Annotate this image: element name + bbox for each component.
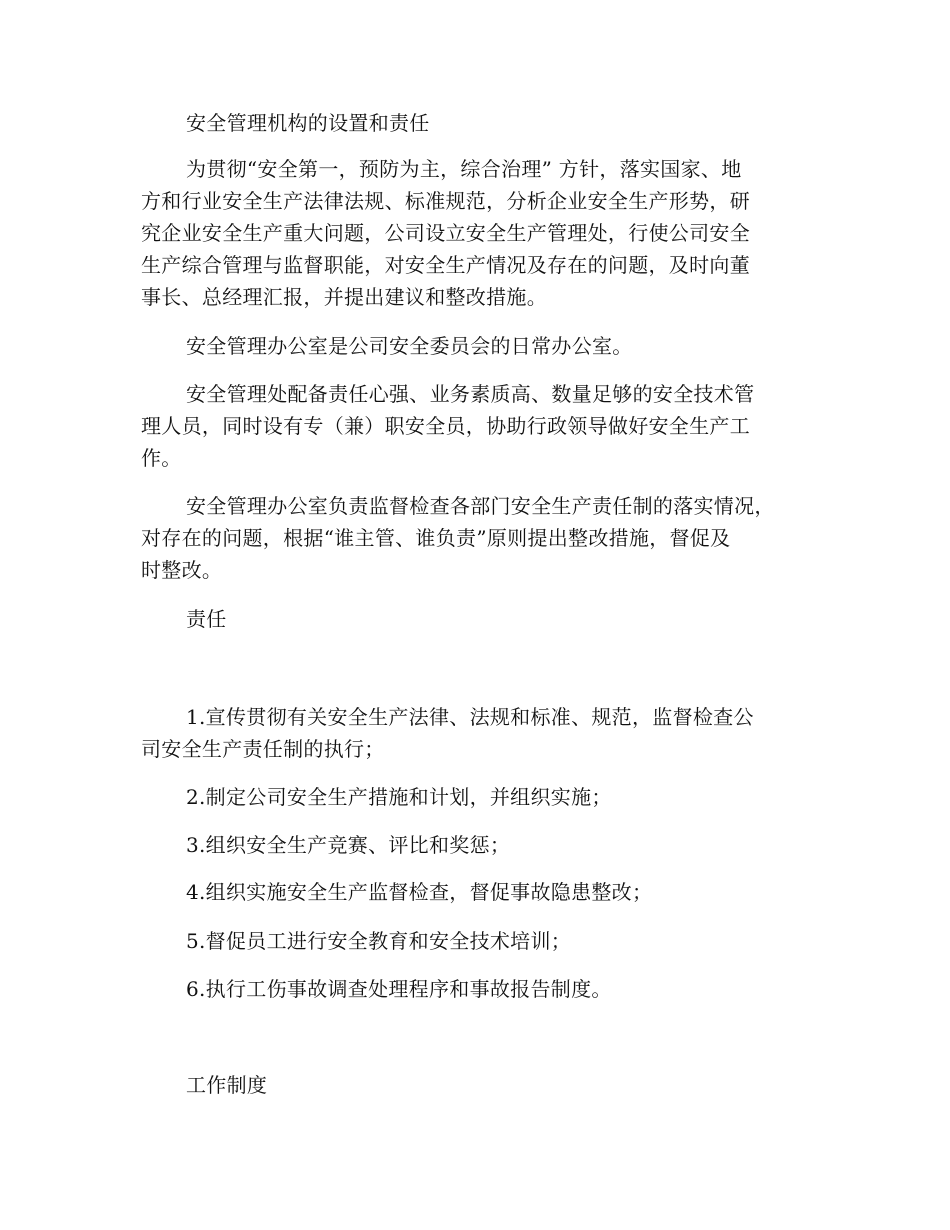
- paragraph-line: 安全管理办公室是公司安全委员会的日常办公室。: [186, 334, 633, 358]
- section-heading-responsibility: [141, 603, 821, 635]
- section-heading-work-system: [141, 1069, 821, 1101]
- list-item-line: 1.宣传贯彻有关安全生产法律、法规和标准、规范，监督检查公: [186, 705, 754, 729]
- paragraph-line: 事长、总经理汇报，并提出建议和整改措施。: [141, 285, 547, 309]
- paragraph-line: 安全管理处配备责任心强、业务素质高、数量足够的安全技术管: [186, 382, 755, 406]
- paragraph-line: 对存在的问题，根据“谁主管、谁负责”原则提出整改措施，督促及: [141, 526, 731, 550]
- paragraph-3: [141, 378, 821, 474]
- list-item-line: 6.执行工伤事故调查处理程序和事故报告制度。: [186, 977, 612, 1001]
- paragraph-line: 作。: [141, 446, 182, 470]
- document-title: [141, 107, 821, 139]
- paragraph-line: 生产综合管理与监督职能，对安全生产情况及存在的问题，及时向董: [141, 253, 750, 277]
- title-line: 安全管理机构的设置和责任: [186, 111, 430, 135]
- responsibility-item-6: [141, 973, 821, 1005]
- responsibility-item-4: [141, 876, 821, 908]
- section-heading-line: 工作制度: [186, 1073, 268, 1097]
- section-heading-line: 责任: [186, 607, 227, 631]
- paragraph-line: 究企业安全生产重大问题，公司设立安全生产管理处，行使公司安全: [141, 221, 750, 245]
- responsibility-item-5: [141, 925, 821, 957]
- list-item-line: 4.组织实施安全生产监督检查，督促事故隐患整改；: [186, 880, 653, 904]
- paragraph-line: 方和行业安全生产法律法规、标准规范，分析企业安全生产形势，研: [141, 189, 750, 213]
- responsibility-item-1: [141, 701, 821, 765]
- paragraph-2: [141, 330, 821, 362]
- paragraph-line: 时整改。: [141, 558, 223, 582]
- list-item-line: 司安全生产责任制的执行；: [141, 737, 385, 761]
- paragraph-4: [141, 490, 821, 586]
- paragraph-1: [141, 153, 821, 313]
- list-item-line: 5.督促员工进行安全教育和安全技术培训；: [186, 929, 572, 953]
- paragraph-line: 安全管理办公室负责监督检查各部门安全生产责任制的落实情况，: [186, 494, 775, 518]
- responsibility-item-3: [141, 829, 821, 861]
- list-item-line: 3.组织安全生产竞赛、评比和奖惩；: [186, 833, 511, 857]
- responsibility-item-2: [141, 781, 821, 813]
- list-item-line: 2.制定公司安全生产措施和计划，并组织实施；: [186, 785, 612, 809]
- paragraph-line: 为贯彻“安全第一，预防为主，综合治理” 方针，落实国家、地: [186, 157, 742, 181]
- paragraph-line: 理人员，同时设有专（兼）职安全员，协助行政领导做好安全生产工: [141, 414, 750, 438]
